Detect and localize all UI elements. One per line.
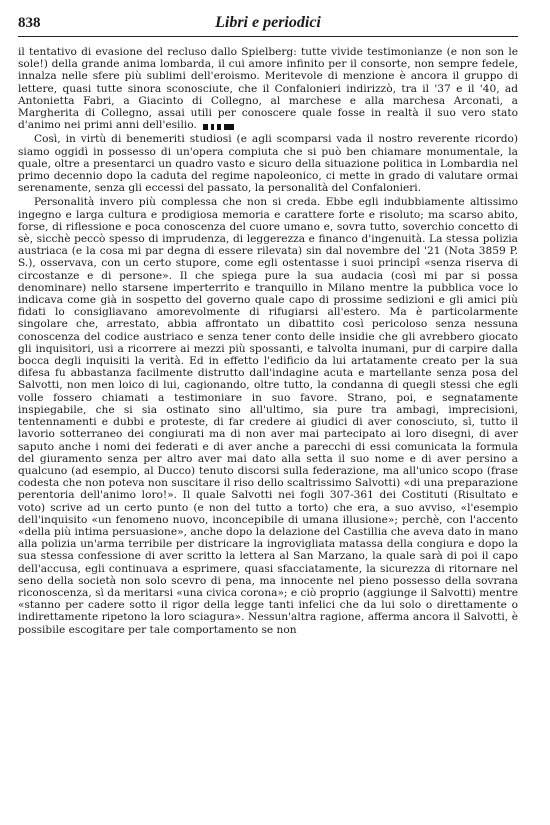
paragraph-text: il tentativo di evasione del recluso dallo Spielberg: tutte vivide testimonianze (e non son le sole!) della grande anima lombarda, il cui amore infinito per il consorte, non sempre fedele, innalza nelle sfere più sublimi dell'eroismo. Meritevole di menzione è ancora il gruppo di lettere, quasi tutte sinora sconosciute, che il Confalonieri indirizzò, tra il '37 e il '40, ad Antonietta Fabri, a Giacinto di Collegno, al marchese e alla marchesa Arconati, a Margherita di Collegno, assai utili per conoscere quale fosse in realtà il suo vero stato d'animo nei primi anni dell'esilio. bbox=[18, 46, 518, 132]
ink-blot-mark bbox=[203, 121, 243, 129]
paragraph-continuation bbox=[18, 46, 518, 131]
article-body bbox=[18, 46, 518, 636]
running-title: Libri e periodici bbox=[215, 14, 321, 31]
paragraph: Personalità invero più complessa che non si creda. Ebbe egli indubbiamente altissimo ingegno e larga cultura e prodigiosa memoria e carattere forte e risoluto; ma scarso abito, forse, di riflessione e poca conoscenza del cuore umano e, sovra tutto, soverchio concetto di sè, sicchè peccò spesso di imprudenza, di leggerezza e financo d'ingenuità. La stessa polizia austriaca (e la cosa mi par degna di essere rilevata) sin dal novembre del '21 (Nota 3859 P. S.), osservava, con un certo stupore, come egli ostentasse i suoi principî «senza riserva di circostanze e di persone». Il che spiega pure la sua audacia (così mi par si possa denominare) nello starsene imperterrito e tranquillo in Milano mentre la pubblica voce lo indicava come già in sospetto del governo quale capo di prossime sedizioni e gli amici più fidati lo consigliavano amorevolmente di rifugiarsi all'estero. Ma è particolarmente singolare che, arrestato, abbia affrontato un dibattito così pericoloso senza nessuna conoscenza del codice austriaco e senza tener conto delle insidie che gli avrebbero giocato gli inquisitori, usi a ricorrere ai mezzi più spossanti, e talvolta inumani, pur di carpire dalla bocca degli inquisiti la verità. Ed in effetto l'edificio da lui artatamente creato per la sua difesa fu abbastanza facilmente distrutto dall'indagine acuta e martellante senza posa del Salvotti, non men loico di lui, cagionando, oltre tutto, la condanna di quegli stessi che egli volle fossero chiamati a testimoniare in suo favore. Strano, poi, e segnatamente inspiegabile, che si sia ostinato sino all'ultimo, sia pure tra ambagi, imprecisioni, tentennamenti e dubbi e proteste, di far credere ai giudici di aver conosciuto, sì, tutto il lavorio sotterraneo dei congiurati ma di non aver mai partecipato ai loro disegni, di aver saputo anche i nomi dei federati e di aver anche a parecchi di essi comunicata la formula del giuramento senza per altro aver mai dato alla setta il suo nome e di aver persino a qualcuno (ad esempio, al Ducco) tenuto discorsi sulla federazione, ma all'unico scopo (frase codesta che non poteva non suscitare il riso dello scaltrissimo Salvotti) «di una preparazione perentoria dell'animo loro!». Il quale Salvotti nei fogli 307-361 dei Costituti (Risultato e voto) scrive ad un certo punto (e non del tutto a torto) che era, a suo avviso, «l'esempio dell'inquisito «un fenomeno nuovo, inconcepibile di umana illusione»; perchè, con l'accento «della più intima persuasione», anche dopo la delazione del Castillia che aveva dato in mano alla polizia un'arma terribile per districare la ingrovigliata matassa della congiura e dopo la sua stessa confessione di aver scritto la lettera al San Marzano, la quale sarà di poi il capo dell'accusa, egli continuava a esprimere, quasi sfacciatamente, la sicurezza di ritornare nel seno della società non solo scevro di pena, ma innocente nel pieno possesso della sovrana riconoscenza, sì da meritarsi «una civica corona»; e ciò proprio (aggiunge il Salvotti) mentre «stanno per cadere sotto il rigor della legge tanti infelici che da lui solo o direttamente o indirettamente ripetono la loro sciagura». Nessun'altra ragione, afferma ancora il Salvotti, è possibile escogitare per tale comportamento se non bbox=[18, 196, 518, 636]
page-number: 838 bbox=[18, 15, 41, 31]
paragraph: Così, in virtù di benemeriti studiosi (e agli scomparsi vada il nostro reverente ricordo) siamo oggidì in possesso di un'opera compiuta che si può ben chiamare monumentale, la quale, oltre a presentarci un quadro vasto e sicuro della situazione politica in Lombardia nel primo decennio dopo la caduta del regime napoleonico, ci mette in grado di valutare ormai serenamente, senza gli eccessi del passato, la personalità del Confalonieri. bbox=[18, 133, 518, 195]
page-header bbox=[18, 14, 518, 37]
